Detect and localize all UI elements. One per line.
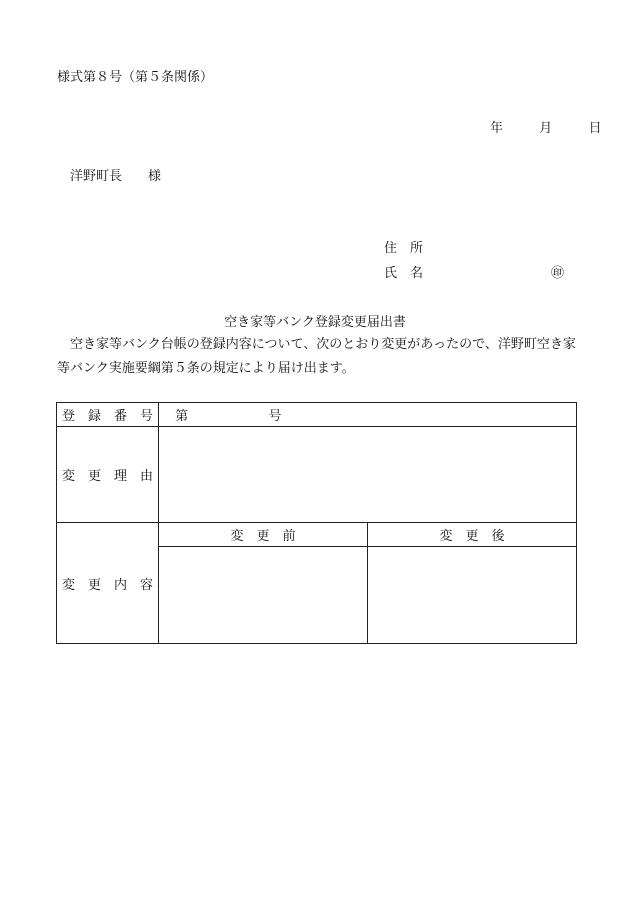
document-body: 空き家等バンク台帳の登録内容について、次のとおり変更があったので、洋野町空き家等バンク実施要綱第５条の規定により届け出ます。 [57, 337, 576, 376]
change-form-table [56, 402, 577, 644]
name-label: 氏 名 [384, 266, 424, 281]
form-number: 様式第８号（第５条関係） [57, 70, 214, 85]
after-change-header: 変 更 後 [368, 523, 577, 547]
registration-number-field[interactable] [159, 403, 577, 427]
before-change-header: 変 更 前 [159, 523, 368, 547]
registration-number-label: 登 録 番 号 [57, 403, 159, 427]
document-title: 空き家等バンク登録変更届出書 [224, 315, 406, 330]
change-reason-field[interactable] [159, 427, 577, 523]
number-suffix: 号 [268, 409, 282, 424]
date-day-label: 日 [588, 121, 602, 136]
date-year-label: 年 [490, 121, 504, 136]
date-line [490, 117, 602, 136]
date-month-label: 月 [539, 121, 553, 136]
change-reason-row [57, 427, 577, 523]
address-label: 住 所 [384, 241, 424, 256]
name-row [384, 262, 564, 281]
seal-mark: ㊞ [550, 266, 564, 281]
before-change-field[interactable] [159, 547, 368, 644]
after-change-field[interactable] [368, 547, 577, 644]
change-contents-header-row [57, 523, 577, 547]
change-contents-label: 変 更 内 容 [57, 523, 159, 644]
registration-number-row [57, 403, 577, 427]
change-reason-label: 変 更 理 由 [57, 427, 159, 523]
addressee: 洋野町長 様 [70, 169, 162, 184]
number-prefix: 第 [175, 409, 189, 424]
